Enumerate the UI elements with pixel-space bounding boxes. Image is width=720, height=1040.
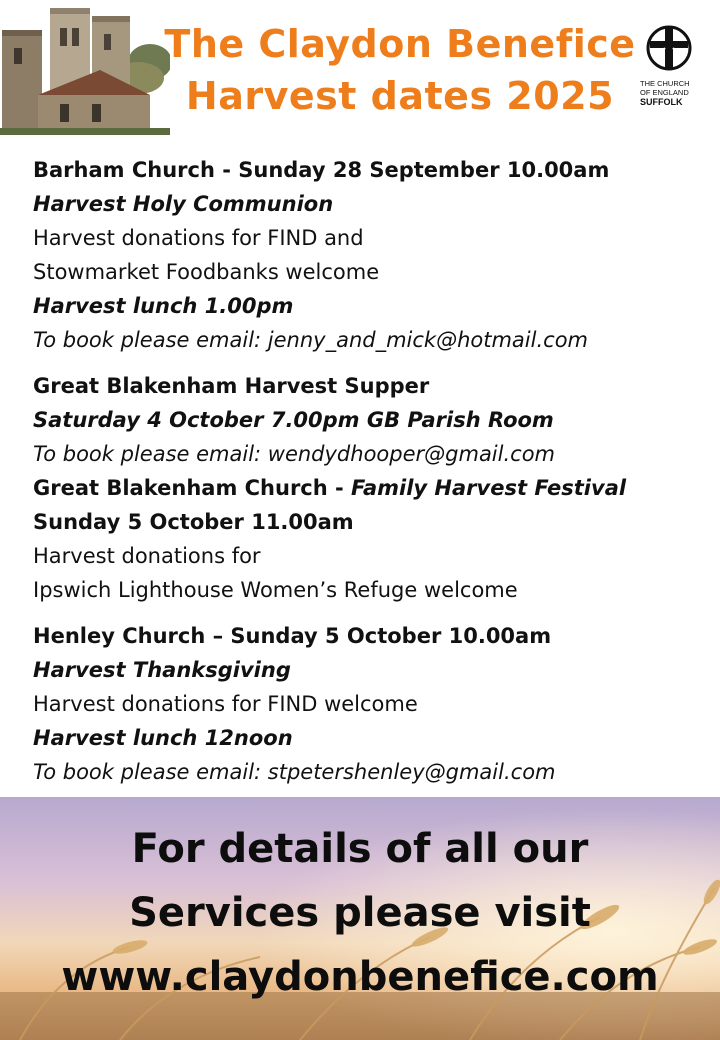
church-photo [0,0,170,135]
gb-church-heading-service: Family Harvest Festival [351,476,627,500]
footer-line-2: Services please visit [129,890,591,936]
henley-lunch: Harvest lunch 12noon [33,726,293,750]
gb-church-section [33,471,693,607]
footer-line-1: For details of all our [131,826,589,872]
footer-message [0,817,720,1009]
henley-service: Harvest Thanksgiving [33,658,291,682]
logo-line-1: THE CHURCH [640,79,690,88]
henley-section [33,619,693,789]
footer-website: www.claydonbenefice.com [61,954,659,1000]
footer-banner [0,797,720,1040]
barham-section [33,153,693,357]
henley-donations: Harvest donations for FIND welcome [33,692,418,716]
barham-lunch: Harvest lunch 1.00pm [33,294,294,318]
gb-supper-booking: To book please email: wendydhooper@gmail.com [33,442,556,466]
henley-booking: To book please email: stpetershenley@gmail.com [33,760,556,784]
gb-church-when: Sunday 5 October 11.00am [33,510,354,534]
henley-heading: Henley Church – Sunday 5 October 10.00am [33,624,552,648]
gb-church-heading [33,471,693,505]
poster-title [160,18,640,122]
gb-church-heading-prefix: Great Blakenham Church - [33,476,352,500]
logo-line-2: OF ENGLAND [640,87,689,97]
header [0,0,720,140]
gb-church-donations-line-2: Ipswich Lighthouse Women’s Refuge welcome [33,578,518,602]
barham-donations-line-2: Stowmarket Foodbanks welcome [33,260,380,284]
barham-heading: Barham Church - Sunday 28 September 10.00am [33,158,610,182]
gb-supper-when: Saturday 4 October 7.00pm GB Parish Room [33,408,554,432]
barham-donations-line-1: Harvest donations for FIND and [33,226,364,250]
barham-booking: To book please email: jenny_and_mick@hotmail.com [33,328,588,352]
title-line-1: The Claydon Benefice [164,22,636,66]
gb-supper-section [33,369,693,471]
title-line-2: Harvest dates 2025 [185,74,615,118]
gb-supper-heading: Great Blakenham Harvest Supper [33,374,430,398]
barham-service: Harvest Holy Communion [33,192,334,216]
harvest-listing [33,153,693,801]
gb-church-donations-line-1: Harvest donations for [33,544,261,568]
logo-line-3: SUFFOLK [640,97,683,107]
logo-text [640,80,710,108]
